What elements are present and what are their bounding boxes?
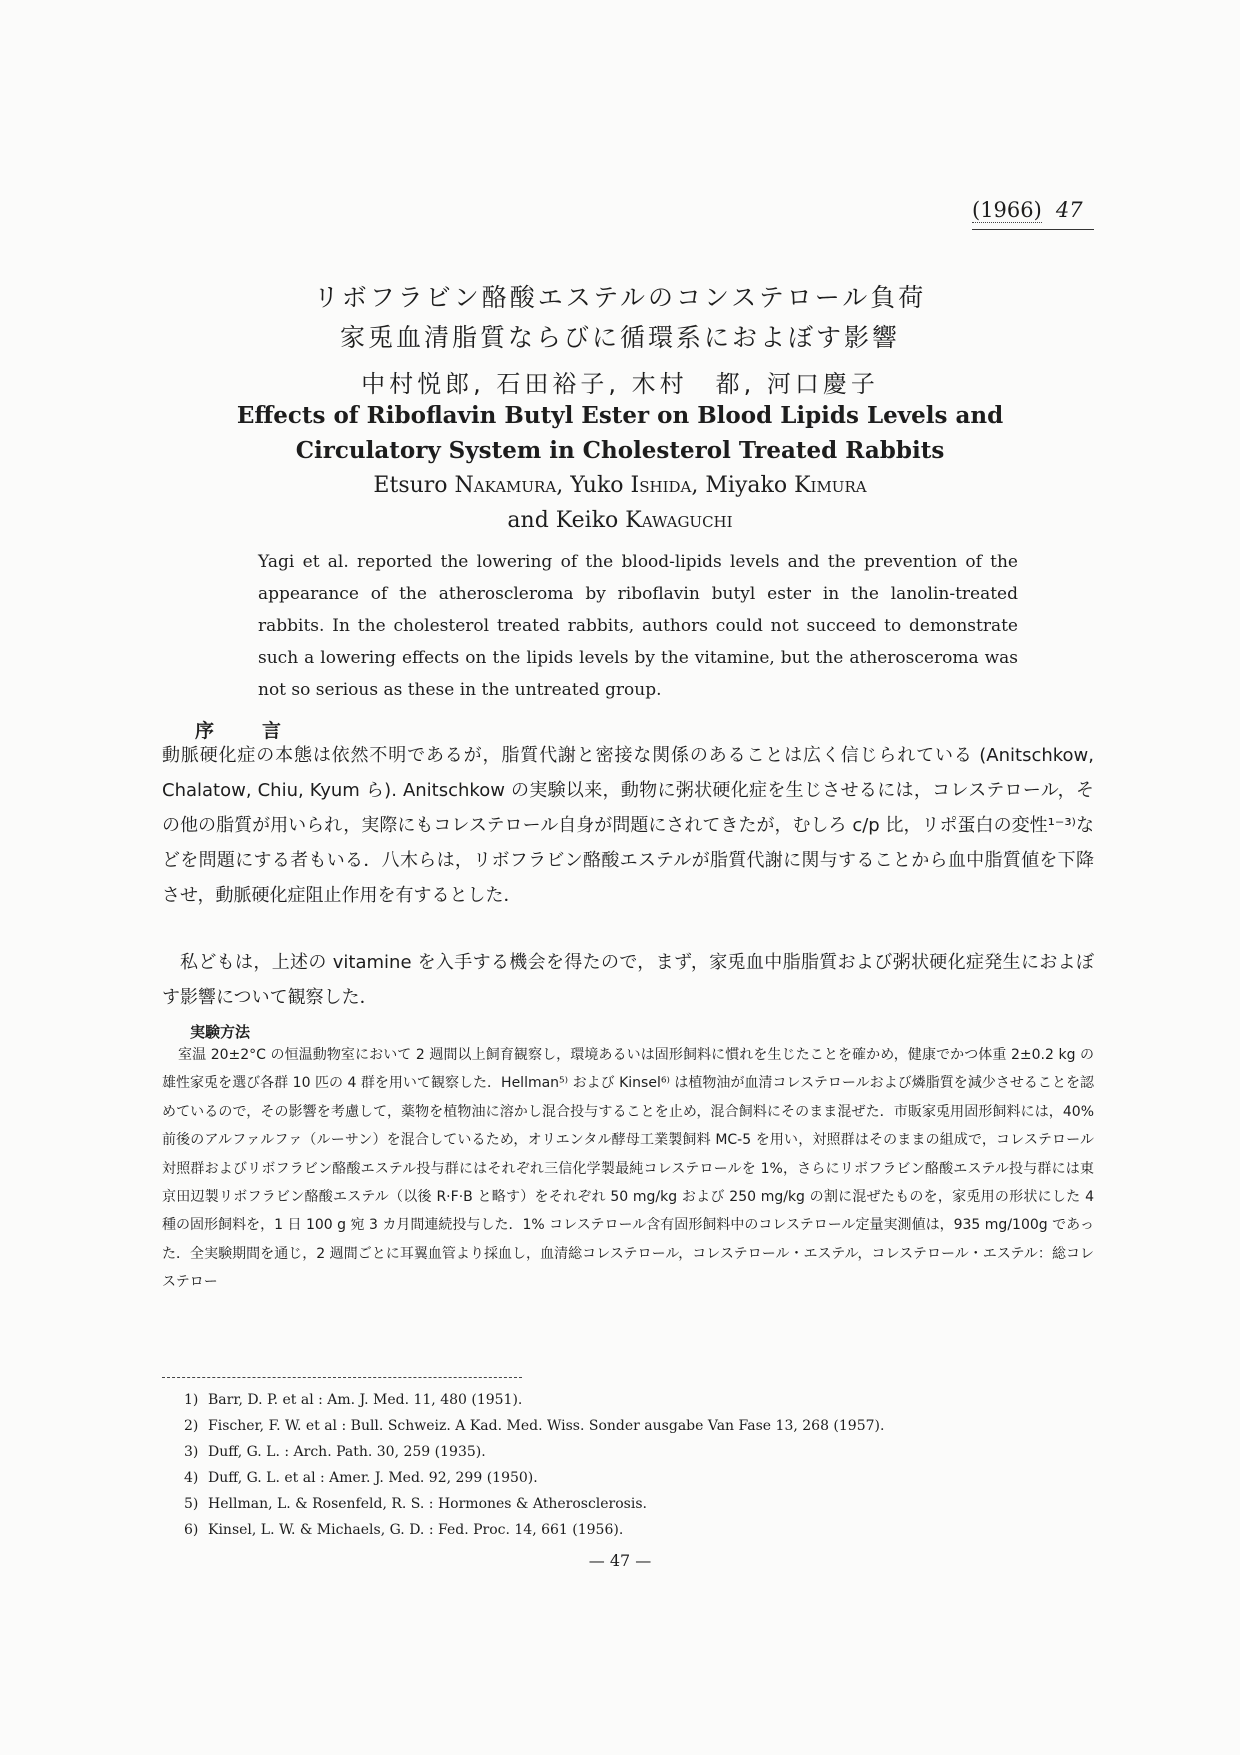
footnote-text: Duff, G. L. et al : Amer. J. Med. 92, 299 (1950). (208, 1470, 538, 1486)
footnote-item (184, 1496, 1094, 1512)
section-heading-introduction: 序言 (195, 720, 330, 742)
introduction-paragraph-1: 動脈硬化症の本態は依然不明であるが，脂質代謝と密接な関係のあることは広く信じられている (Anitschkow, Chalatow, Chiu, Kyum ら). Anitschkow の実験以来，動物に粥状硬化症を生じさせるには，コレステロール，その他の脂質が用いられ，実際にもコレステロール自身が問題にされてきたが，むしろ c/p 比，リポ蛋白の変性¹⁻³⁾などを問題にする者もいる．八木らは，リボフラビン酪酸エステルが脂質代謝に関与することから血中脂質値を下降させ，動脈硬化症阻止作用を有するとした． (162, 745, 1094, 906)
footnote-text: Kinsel, L. W. & Michaels, G. D. : Fed. Proc. 14, 661 (1956). (208, 1522, 624, 1538)
footnote-text: Fischer, F. W. et al : Bull. Schweiz. A Kad. Med. Wiss. Sonder ausgabe Van Fase 13, 268 (1957). (208, 1418, 885, 1434)
footnote-item (184, 1418, 1094, 1434)
footnote-text: Hellman, L. & Rosenfeld, R. S. : Hormones & Atherosclerosis. (208, 1496, 647, 1512)
author-en-3-family: Kimura (794, 473, 867, 498)
header-page-number: 47 (1055, 198, 1083, 222)
footnote-text: Barr, D. P. et al : Am. J. Med. 11, 480 (1951). (208, 1392, 523, 1408)
english-title-line-1: Effects of Riboflavin Butyl Ester on Blood Lipids Levels and (236, 402, 1004, 429)
english-abstract: Yagi et al. reported the lowering of the blood-lipids levels and the prevention of the appearance of the atheroscleroma by riboflavin butyl ester in the lanolin-treated rabbits. In the cholesterol treated rabbits, authors could not succeed to demonstrate such a lowering effects on the lipids levels by the vitamine, but the atherosceroma was not so serious as these in the untreated group. (258, 552, 1018, 700)
header-year: (1966) (972, 198, 1042, 222)
author-en-1-family: Nakamura (454, 473, 557, 498)
section-heading-methods: 実験方法 (190, 1023, 251, 1041)
footnote-item (184, 1470, 1094, 1486)
methods-paragraph: 室温 20±2°C の恒温動物室において 2 週間以上飼育観察し，環境あるいは固形飼料に慣れを生じたことを確かめ，健康でかつ体重 2±0.2 kg の雄性家兎を選び各群 10 匹の 4 群を用いて観察した．Hellman⁵⁾ および Kinsel⁶⁾ は植物油が血清コレステロールおよび燐脂質を減少させることを認めているので，その影響を考慮して，薬物を植物油に溶かし混合投与することを止め，混合飼料にそのまま混ぜた．市販家兎用固形飼料には，40%前後のアルファルファ（ルーサン）を混合しているため，オリエンタル酵母工業製飼料 MC-5 を用い，対照群はそのままの組成で，コレステロール対照群およびリボフラビン酪酸エステル投与群にはそれぞれ三信化学製最純コレステロールを 1%，さらにリボフラビン酪酸エステル投与群には東京田辺製リボフラビン酪酸エステル（以後 R·F·B と略す）をそれぞれ 50 mg/kg および 250 mg/kg の割に混ぜたものを，家兎用の形状にした 4 種の固形飼料を，1 日 100 g 宛 3 カ月間連続投与した．1% コレステロール含有固形飼料中のコレステロール定量実測値は，935 mg/100g であった．全実験期間を通じ，2 週間ごとに耳翼血管より採血し，血清総コレステロール，コレステロール・エステル，コレステロール・エステル：総コレステロー (162, 1047, 1094, 1291)
footnote-rule (162, 1377, 522, 1378)
author-en-3-given: Miyako (705, 473, 788, 498)
author-en-2-family: Ishida (630, 473, 692, 498)
footnote-number: 2) (184, 1418, 199, 1434)
footnote-number: 6) (184, 1522, 199, 1538)
footnote-text: Duff, G. L. : Arch. Path. 30, 259 (1935). (208, 1444, 486, 1460)
footnote-number: 5) (184, 1496, 199, 1512)
author-jp-3: , 木村 都 (608, 370, 743, 398)
author-jp-4: , 河口慶子 (744, 370, 879, 398)
footnote-item (184, 1522, 1094, 1538)
author-jp-1: 中村悦郎 (361, 370, 474, 398)
author-en-1-given: Etsuro (373, 473, 448, 498)
author-conjunction: and (507, 508, 549, 533)
footnote-item (184, 1392, 1094, 1408)
footnote-number: 4) (184, 1470, 199, 1486)
english-title-line-2: Circulatory System in Cholesterol Treated Rabbits (295, 437, 945, 464)
journal-header-reference (972, 198, 1092, 232)
english-authors-line-1: Etsuro Nakamura, Yuko Ishida, Miyako Kimura (373, 473, 867, 498)
footnote-number: 1) (184, 1392, 199, 1408)
japanese-title-line-1: リボフラビン酪酸エステルのコンステロール負荷 (313, 283, 927, 312)
author-en-4-given: Keiko (555, 508, 619, 533)
introduction-paragraph-2: 私どもは，上述の vitamine を入手する機会を得たので，まず，家兎血中脂脂質および粥状硬化症発生におよぼす影響について観察した． (162, 952, 1094, 1008)
footnote-number: 3) (184, 1444, 199, 1460)
author-en-4-family: Kawaguchi (625, 508, 733, 533)
header-rule (972, 229, 1094, 230)
author-en-2-given: Yuko (570, 473, 624, 498)
japanese-title-line-2: 家兎血清脂質ならびに循環系におよぼす影響 (339, 323, 900, 352)
author-jp-2: , 石田裕子 (473, 370, 608, 398)
english-authors-line-2 (0, 508, 1240, 533)
japanese-authors (0, 364, 1240, 399)
footnote-item (184, 1444, 1094, 1460)
page-number-footer: — 47 — (588, 1551, 652, 1570)
